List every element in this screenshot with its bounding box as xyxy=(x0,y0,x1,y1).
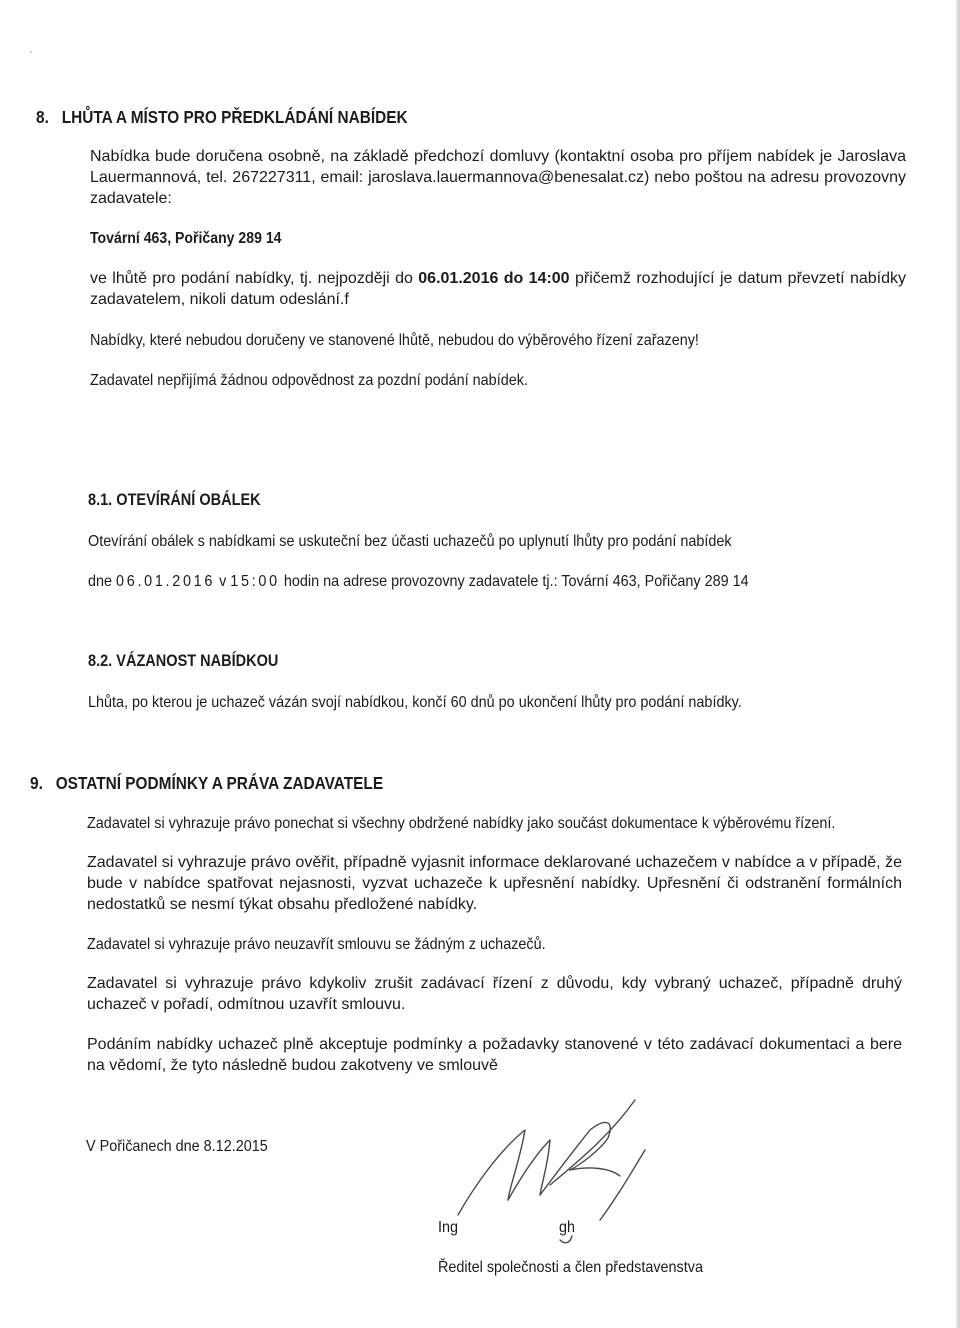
section-9-paragraph-1: Zadavatel si vyhrazuje právo ponechat si všechny obdržené nabídky jako součást dokumentace k výběrovému řízení. xyxy=(87,815,836,832)
section-8-title: LHŮTA A MÍSTO PRO PŘEDKLÁDÁNÍ NABÍDEK xyxy=(61,107,408,127)
section-9-title: OSTATNÍ PODMÍNKY A PRÁVA ZADAVATELE xyxy=(55,773,384,793)
opening-text: Otevírání obálek s nabídkami se uskuteční bez účasti uchazečů po uplynutí lhůty pro podání nabídek xyxy=(88,533,732,550)
place-and-date: V Pořičanech dne 8.12.2015 xyxy=(86,1138,268,1155)
opening-date-prefix: dne xyxy=(88,573,117,590)
signature-prefix: Ing xyxy=(438,1219,459,1236)
section-9-number: 9. xyxy=(30,773,43,793)
opening-date-mid: v xyxy=(215,573,231,590)
responsibility-notice: Zadavatel nepřijímá žádnou odpovědnost za pozdní podání nabídek. xyxy=(90,372,528,389)
deadline-text-end: přičemž rozhodující je datum převzetí nabídky zadavatelem, nikoli datum odeslání.f xyxy=(90,270,907,308)
opening-time: 15:00 xyxy=(230,573,280,590)
section-8-1-title: OTEVÍRÁNÍ OBÁLEK xyxy=(116,491,261,509)
scan-edge xyxy=(956,0,960,1328)
section-8-number: 8. xyxy=(36,107,49,127)
late-offers-notice: Nabídky, které nebudou doručeny ve stanovené lhůtě, nebudou do výběrového řízení zařazeny! xyxy=(90,332,699,349)
binding-period-text: Lhůta, po kterou je uchazeč vázán svojí nabídkou, končí 60 dnů po ukončení lhůty pro podání nabídky. xyxy=(88,694,742,711)
section-9-paragraph-4: Zadavatel si vyhrazuje právo kdykoliv zrušit zadávací řízení z důvodu, kdy vybraný uchazeč, případně druhý uchazeč v pořadí, odmítnou uzavřít smlouvu. xyxy=(87,975,902,1013)
section-9-paragraph-3: Zadavatel si vyhrazuje právo neuzavřít smlouvu se žádným z uchazečů. xyxy=(87,936,546,953)
opening-date-line xyxy=(88,571,749,592)
section-8-deadline-paragraph xyxy=(90,268,906,310)
section-9-paragraph-2: Zadavatel si vyhrazuje právo ověřit, případně vyjasnit informace deklarované uchazečem v nabídce a v případě, že bude v nabídce spatřovat nejasnosti, vyzvat uchazeče k upřesnění nabídky. Upřesnění či odstranění formálních nedostatků se nesmí týkat obsahu předložené nabídky. xyxy=(87,854,902,913)
signature-suffix: gh xyxy=(559,1219,576,1236)
section-9-paragraph-5: Podáním nabídky uchazeč plně akceptuje podmínky a požadavky stanovené v této zadávací dokumentaci a bere na vědomí, že tyto následně budou zakotveny ve smlouvě xyxy=(87,1036,902,1074)
section-8-1-number: 8.1. xyxy=(88,491,113,509)
section-8-1-heading xyxy=(88,491,261,510)
opening-date: 06.01.2016 xyxy=(116,573,216,590)
address-line: Tovární 463, Pořičany 289 14 xyxy=(90,230,282,247)
section-9-heading xyxy=(30,773,383,794)
section-8-2-title: VÁZANOST NABÍDKOU xyxy=(116,652,279,670)
scan-artifact-mark: ' xyxy=(30,50,32,61)
signatory-role: Ředitel společnosti a člen představenstva xyxy=(438,1259,703,1276)
opening-date-suffix: hodin na adrese provozovny zadavatele tj.: Tovární 463, Pořičany 289 14 xyxy=(279,573,749,590)
section-8-2-number: 8.2. xyxy=(88,652,113,670)
deadline-text-start: ve lhůtě pro podání nabídky, tj. nejpozději do xyxy=(90,270,419,287)
handwritten-signature xyxy=(430,1090,680,1250)
section-8-paragraph-delivery: Nabídka bude doručena osobně, na základě předchozí domluvy (kontaktní osoba pro příjem nabídek je Jaroslava Lauermannová, tel. 267227311, email: jaroslava.lauermannova@benesalat.cz) nebo poštou na adresu provozovny zadavatele: xyxy=(90,148,906,207)
section-8-2-heading xyxy=(88,652,278,671)
deadline-date: 06.01.2016 do 14:00 xyxy=(418,270,570,287)
section-8-heading xyxy=(36,107,408,128)
